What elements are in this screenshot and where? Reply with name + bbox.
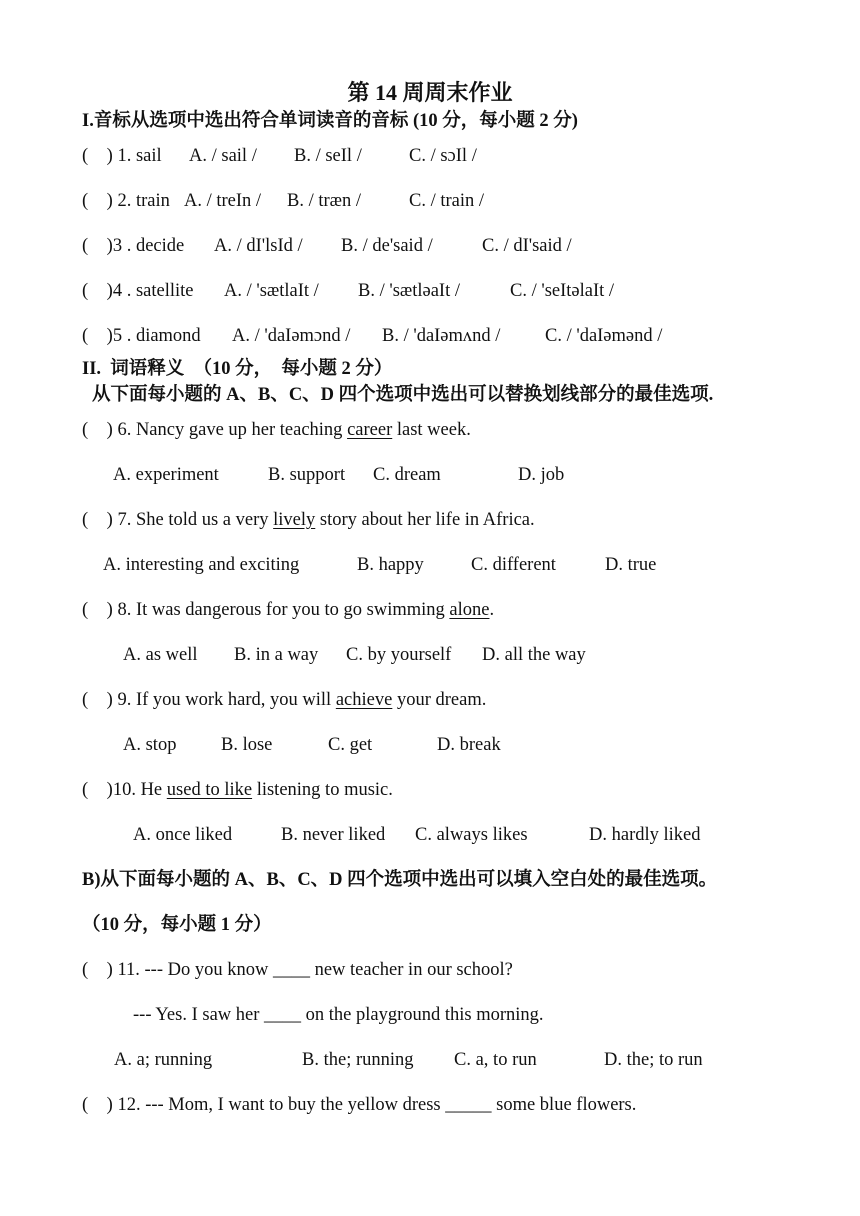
option-a: A. as well xyxy=(123,645,198,665)
option-b: B. lose xyxy=(221,735,273,755)
option-a: A. / 'daIəmɔnd / xyxy=(232,326,351,346)
question-text: ( )3 . decide xyxy=(82,236,185,256)
option-d: D. the; to run xyxy=(604,1050,703,1070)
option-b: B. / seIl / xyxy=(294,146,362,166)
section-1-heading: I.音标从选项中选出符合单词读音的音标 (10 分，每小题 2 分) xyxy=(82,111,578,131)
phonetic-question-4 xyxy=(82,279,782,303)
question-text: ( ) 7. She told us a very xyxy=(82,510,274,530)
vocab-question-8 xyxy=(82,598,494,622)
option-b: B. in a way xyxy=(234,645,319,665)
option-a: A. experiment xyxy=(113,465,219,485)
vocab-options-10 xyxy=(133,823,733,847)
underlined-word: achieve xyxy=(335,690,393,710)
question-text: ( ) 8. It was dangerous for you to go swimming xyxy=(82,600,450,620)
vocab-options-9 xyxy=(123,733,623,757)
option-a: A. / dI'lsId / xyxy=(214,236,303,256)
option-b: B. the; running xyxy=(302,1050,414,1070)
phonetic-question-2 xyxy=(82,189,782,213)
option-a: A. once liked xyxy=(133,825,233,845)
option-c: C. a, to run xyxy=(454,1050,537,1070)
grammar-question-11-response: --- Yes. I saw her ____ on the playground this morning. xyxy=(133,1005,544,1025)
option-a: A. / sail / xyxy=(189,146,257,166)
option-a: A. / 'sætlaIt / xyxy=(224,281,319,301)
option-b: B. / 'sætləaIt / xyxy=(358,281,460,301)
option-b: B. support xyxy=(268,465,346,485)
vocab-options-6 xyxy=(113,463,713,487)
question-text: ( )5 . diamond xyxy=(82,326,201,346)
vocab-question-7 xyxy=(82,508,535,532)
underlined-word: career xyxy=(347,420,393,440)
question-text-end: story about her life in Africa. xyxy=(315,510,535,530)
phonetic-question-3 xyxy=(82,234,782,258)
option-b: B. happy xyxy=(357,555,424,575)
section-b-subheading: （10 分，每小题 1 分） xyxy=(82,915,272,935)
option-d: D. all the way xyxy=(482,645,586,665)
option-c: C. by yourself xyxy=(346,645,452,665)
underlined-word: alone xyxy=(449,600,490,620)
section-2-heading: II. 词语释义 （10 分， 每小题 2 分） xyxy=(82,359,393,379)
question-text: ( )4 . satellite xyxy=(82,281,194,301)
page-title: 第 14 周周末作业 xyxy=(347,80,513,105)
question-text: ( )10. He xyxy=(82,780,167,800)
vocab-question-6 xyxy=(82,418,471,442)
underlined-word: lively xyxy=(273,510,316,530)
option-c: C. / sɔIl / xyxy=(409,146,477,166)
vocab-question-9 xyxy=(82,688,486,712)
option-c: C. / dI'said / xyxy=(482,236,572,256)
phonetic-question-1 xyxy=(82,144,782,168)
question-text-end: listening to music. xyxy=(252,780,393,800)
question-text-end: your dream. xyxy=(392,690,487,710)
option-b: B. / de'said / xyxy=(341,236,433,256)
question-text-end: last week. xyxy=(392,420,471,440)
option-a: A. stop xyxy=(123,735,177,755)
option-d: D. true xyxy=(605,555,657,575)
underlined-word: used to like xyxy=(166,780,253,800)
option-c: C. always likes xyxy=(415,825,528,845)
option-d: D. job xyxy=(518,465,565,485)
section-2-instruction: 从下面每小题的 A、B、C、D 四个选项中选出可以替换划线部分的最佳选项. xyxy=(92,385,714,405)
phonetic-question-5 xyxy=(82,324,782,348)
option-c: C. / 'seItəlaIt / xyxy=(510,281,615,301)
grammar-question-11: ( ) 11. --- Do you know ____ new teacher in our school? xyxy=(82,960,513,980)
question-text: ( ) 1. sail xyxy=(82,146,162,166)
section-b-heading: B)从下面每小题的 A、B、C、D 四个选项中选出可以填入空白处的最佳选项。 xyxy=(82,870,718,890)
grammar-question-12: ( ) 12. --- Mom, I want to buy the yellow dress _____ some blue flowers. xyxy=(82,1095,637,1115)
option-c: C. / train / xyxy=(409,191,485,211)
option-c: C. different xyxy=(471,555,556,575)
question-text: ( ) 6. Nancy gave up her teaching xyxy=(82,420,348,440)
grammar-options-11 xyxy=(114,1048,734,1072)
option-c: C. get xyxy=(328,735,373,755)
option-d: D. hardly liked xyxy=(589,825,701,845)
vocab-options-7 xyxy=(103,553,723,577)
option-b: B. never liked xyxy=(281,825,386,845)
option-b: B. / træn / xyxy=(287,191,362,211)
option-c: C. / 'daIəmənd / xyxy=(545,326,663,346)
question-text-end: . xyxy=(489,600,495,620)
option-a: A. / treIn / xyxy=(184,191,262,211)
option-a: A. interesting and exciting xyxy=(103,555,300,575)
question-text: ( ) 9. If you work hard, you will xyxy=(82,690,336,710)
vocab-question-10 xyxy=(82,778,393,802)
option-c: C. dream xyxy=(373,465,441,485)
option-a: A. a; running xyxy=(114,1050,213,1070)
vocab-options-8 xyxy=(123,643,723,667)
question-text: ( ) 2. train xyxy=(82,191,170,211)
option-d: D. break xyxy=(437,735,501,755)
option-b: B. / 'daIəmʌnd / xyxy=(382,326,501,346)
